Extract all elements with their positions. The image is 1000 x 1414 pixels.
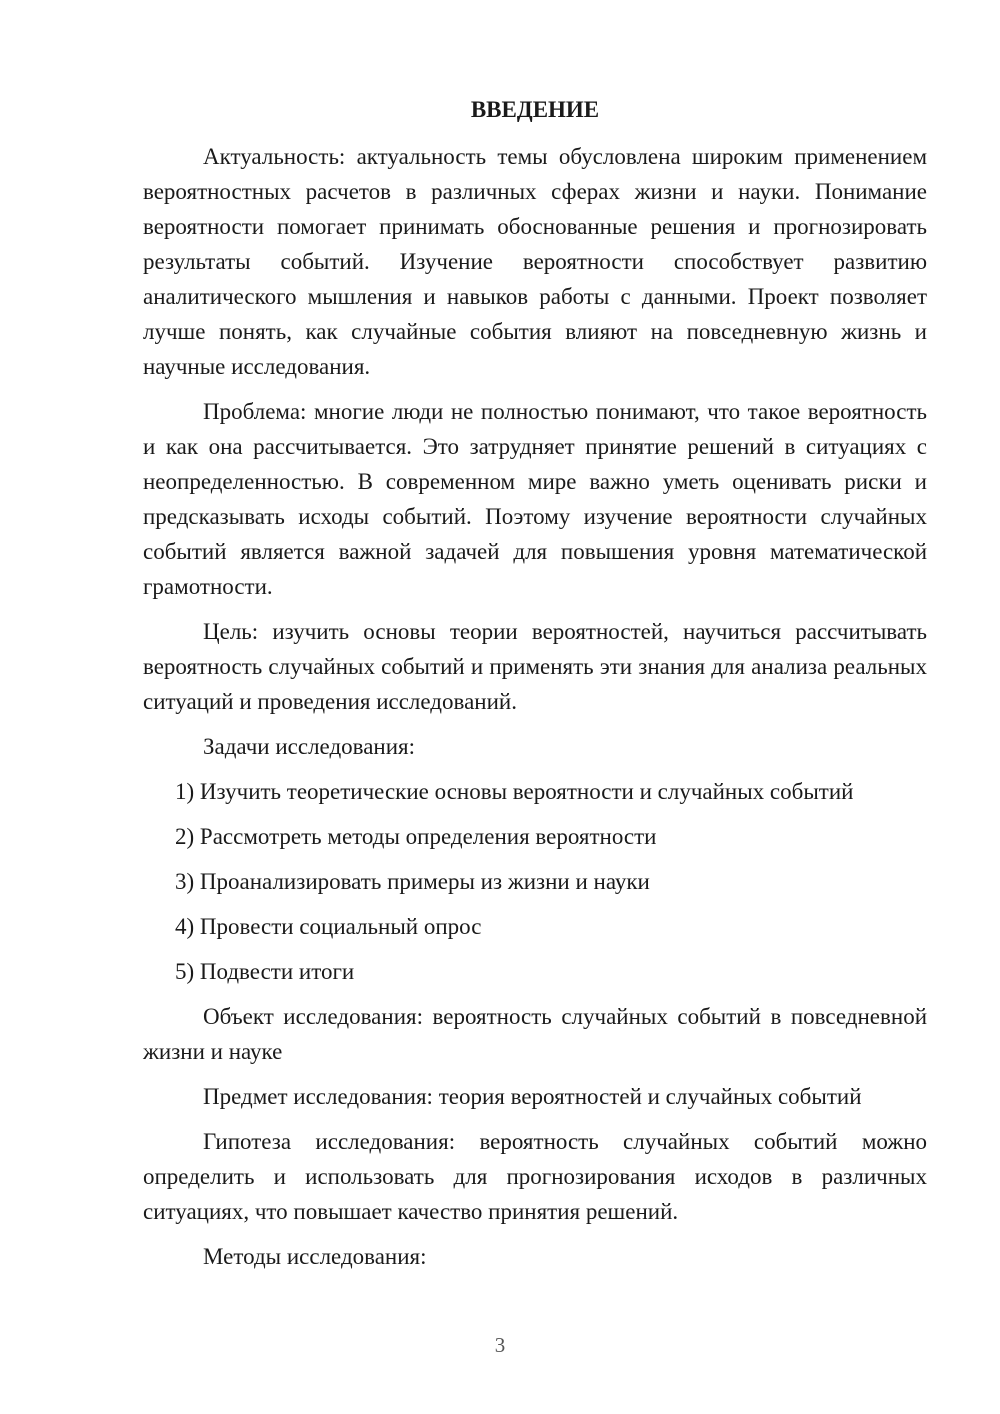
task-item: 2) Рассмотреть методы определения вероятности <box>175 824 657 849</box>
problem-paragraph: Проблема: многие люди не полностью понимают, что такое вероятность и как она рассчитывается. Это затрудняет принятие решений в ситуациях с неопределенностью. В современном мире важно уметь оценивать риски и предсказывать исходы событий. Поэтому изучение вероятности случайных событий является важной задачей для повышения уровня математической грамотности. <box>143 399 927 599</box>
section-title: ВВЕДЕНИЕ <box>470 97 600 122</box>
task-item: 1) Изучить теоретические основы вероятности и случайных событий <box>175 779 854 804</box>
task-item: 3) Проанализировать примеры из жизни и науки <box>175 869 650 894</box>
methods-heading: Методы исследования: <box>203 1244 427 1269</box>
task-item: 5) Подвести итоги <box>175 959 355 984</box>
hypothesis-paragraph: Гипотеза исследования: вероятность случайных событий можно определить и использовать для прогнозирования исходов в различных ситуациях, что повышает качество принятия решений. <box>143 1129 927 1224</box>
task-item: 4) Провести социальный опрос <box>175 914 482 939</box>
object-paragraph: Объект исследования: вероятность случайных событий в повседневной жизни и науке <box>143 1004 927 1064</box>
goal-paragraph: Цель: изучить основы теории вероятностей, научиться рассчитывать вероятность случайных событий и применять эти знания для анализа реальных ситуаций и проведения исследований. <box>143 619 927 714</box>
relevance-paragraph: Актуальность: актуальность темы обусловлена широким применением вероятностных расчетов в различных сферах жизни и науки. Понимание вероятности помогает принимать обоснованные решения и прогнозировать результаты событий. Изучение вероятности способствует развитию аналитического мышления и навыков работы с данными. Проект позволяет лучше понять, как случайные события влияют на повседневную жизнь и научные исследования. <box>143 144 927 379</box>
page-number: 3 <box>494 1333 506 1357</box>
subject-paragraph: Предмет исследования: теория вероятностей и случайных событий <box>203 1084 862 1109</box>
page-content <box>143 92 927 1284</box>
tasks-heading: Задачи исследования: <box>203 734 416 759</box>
tasks-list <box>143 774 927 989</box>
